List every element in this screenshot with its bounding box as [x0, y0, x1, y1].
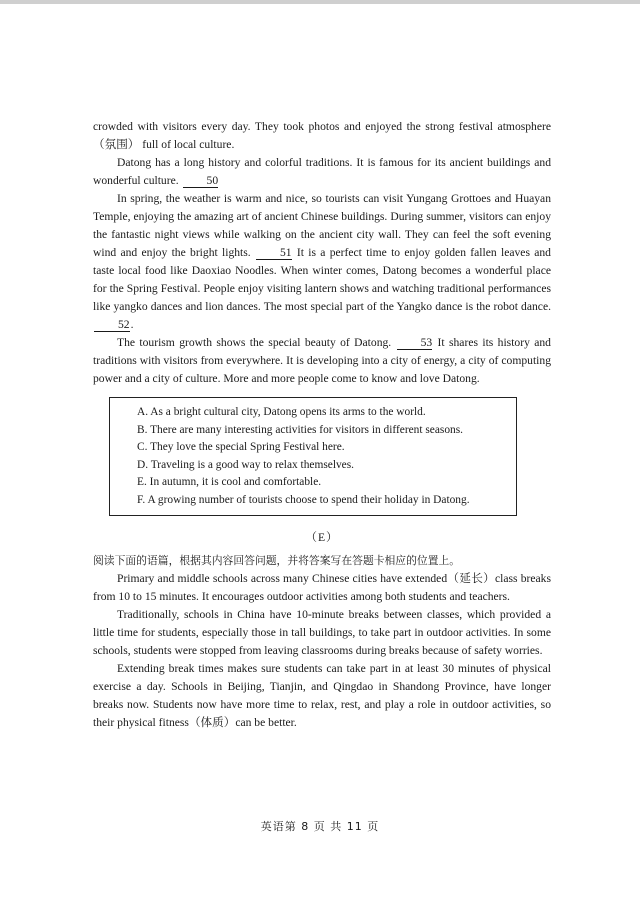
passage-e-paragraph-2: Traditionally, schools in China have 10-minute breaks between classes, which provided a little time for students, especially those in tall buildings, to take part in outdoor activities. In some schools, students were stopped from leaving classrooms during breaks because of safety worries. — [93, 608, 551, 657]
passage-e-paragraph-1: Primary and middle schools across many Chinese cities have extended（延长）class breaks from 10 to 15 minutes. It encourages outdoor activities among both students and teachers. — [93, 572, 551, 603]
paragraph-text: The tourism growth shows the special beauty of Datong. — [117, 336, 392, 349]
blank-53: 53 — [397, 336, 433, 350]
paragraph-text: Datong has a long history and colorful traditions. It is famous for its ancient buildings and wonderful culture. — [93, 156, 551, 187]
blank-52: 52 — [94, 318, 130, 332]
option-c: C. They love the special Spring Festival here. — [137, 441, 345, 453]
blank-50: 50 — [183, 174, 219, 188]
passage-d-paragraph-4 — [93, 334, 551, 388]
exam-page — [93, 118, 551, 732]
passage-d-paragraph-2 — [93, 154, 551, 190]
option-b: B. There are many interesting activities for visitors in different seasons. — [137, 423, 464, 436]
paragraph-text: It is a perfect time to enjoy golden fallen leaves and taste local food like Daoxiao Noodles. When winter comes, Datong becomes a wonderful place for the Spring Festival. People enjoy visiting lantern shows and watching traditional performances like yangko dances and lion dances. The most special part of the Yangko dance is the robot dance. — [93, 246, 551, 313]
option-a: A. As a bright cultural city, Datong opens its arms to the world. — [137, 406, 426, 418]
passage-e-paragraph-3: Extending break times makes sure students can take part in at least 30 minutes of physical exercise a day. Schools in Beijing, Tianjin, and Qingdao in Shandong Province, have longer breaks now. Students now have more time to relax, rest, and play a role in outdoor activities, so their physical fitness（体质）can be better. — [93, 662, 551, 729]
options-box — [109, 397, 517, 516]
section-e-instruction: 阅读下面的语篇，根据其内容回答问题，并将答案写在答题卡相应的位置上。 — [93, 554, 461, 567]
option-e: E. In autumn, it is cool and comfortable. — [137, 476, 322, 488]
passage-d-paragraph-3: In spring, the weather is warm and nice, so tourists can visit Yungang Grottoes and Huayan Temple, enjoying the amazing art of ancient Chinese buildings. During summer, visitors can enjoy the fantastic night views while walking on the ancient city wall. They can feel the soft evening wind and enjoy the bright lights. 51 It is a perfect time to enjoy golden fallen leaves and taste local food like Daoxiao Noodles. When winter comes, Datong becomes a wonderful place for the Spring Festival. People enjoy visiting lantern shows and watching traditional performances like yangko dances and lion dances. The most special part of the Yangko dance is the robot dance. 52. — [93, 192, 551, 331]
option-f: F. A growing number of tourists choose to spend their holiday in Datong. — [137, 493, 470, 506]
page-footer: 英语第 8 页 共 11 页 — [260, 820, 380, 833]
paragraph-text: It shares its history and traditions with visitors from everywhere. It is developing into a city of energy, a city of computing power and a city of culture. More and more people come to know and love Datong. — [93, 336, 551, 385]
section-e-label: （E） — [305, 531, 339, 544]
passage-d-paragraph-1: crowded with visitors every day. They took photos and enjoyed the strong festival atmosphere（氛围） full of local culture. — [93, 120, 551, 151]
paragraph-text: In spring, the weather is warm and nice, so tourists can visit Yungang Grottoes and Huayan Temple, enjoying the amazing art of ancient Chinese buildings. During summer, visitors can enjoy the fantastic night views while walking on the ancient city wall. They can feel the soft evening wind and enjoy the bright lights. — [93, 192, 551, 259]
scan-top-edge — [0, 0, 640, 4]
blank-51: 51 — [256, 246, 292, 260]
option-d: D. Traveling is a good way to relax themselves. — [137, 458, 355, 471]
